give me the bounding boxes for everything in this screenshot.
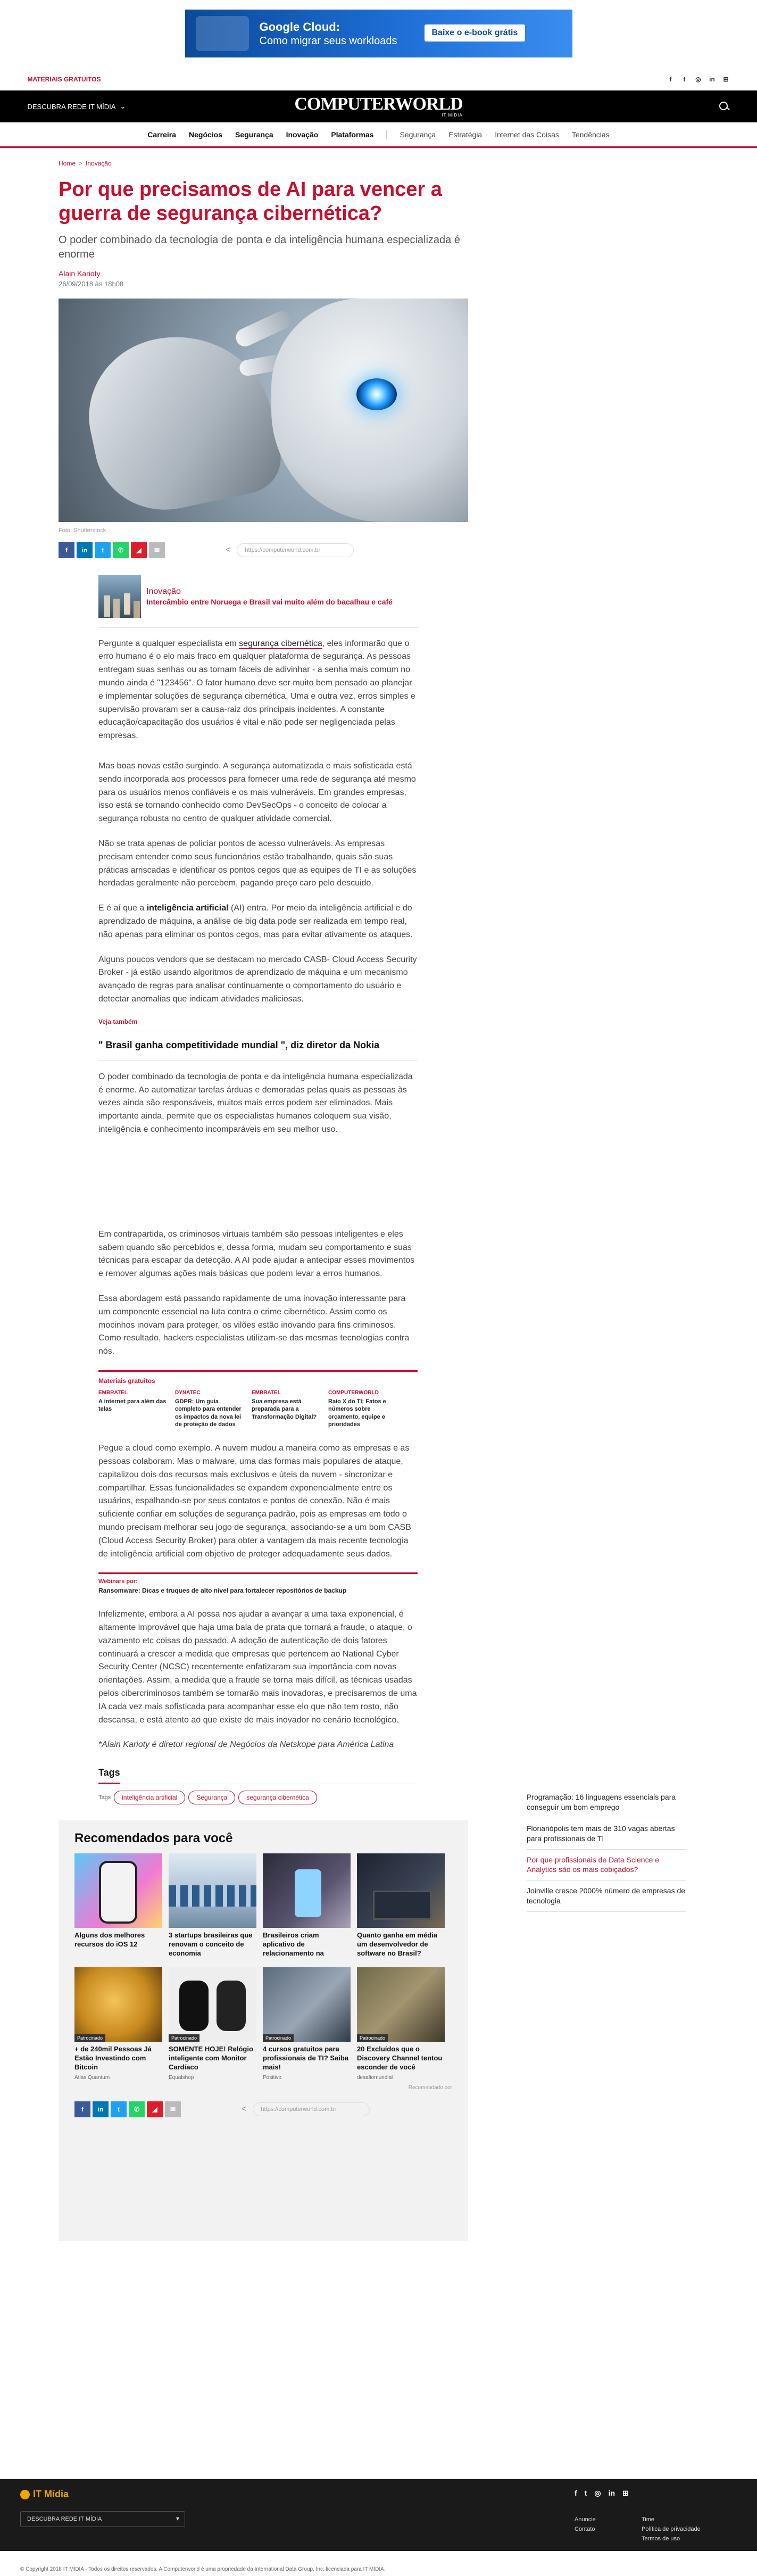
materiais-label: Materiais gratuitos [98,1377,155,1385]
share-linkedin-button[interactable]: in [93,2101,109,2117]
recommended-card[interactable] [263,1853,351,1960]
share-linkedin-button[interactable]: in [77,542,93,558]
sidebar-item[interactable]: Florianópolis tem mais de 310 vagas abertas para profissionais de TI [527,1818,686,1850]
related-thumbnail [98,575,141,618]
descubra-label: DESCUBRA REDE IT MÍDIA [27,102,116,111]
paragraph-text: E é aí que a [98,904,147,913]
sponsored-badge: Patrocinado [74,2034,105,2042]
instagram-icon[interactable]: ◎ [594,2489,601,2497]
image-caption: Foto: Shutterstock [59,527,106,534]
card-image [169,1853,256,1928]
footer-link[interactable]: Contato [575,2526,595,2532]
related-article[interactable] [98,575,418,618]
tags-label: Tags [98,1794,111,1801]
robot-hand-shape [74,319,287,522]
material-source: EMBRATEL [252,1389,281,1396]
breadcrumb-separator: > [79,160,83,167]
paragraph: Mas boas novas estão surgindo. A segurança automatizada e mais sofisticada está sendo incorporada aos processos para fornecer uma rede de segurança até mesmo para os usuários menos confiáveis e os mais vulneráveis. Em grandes empresas, isso está se tornando conhecido como DevSecOps - o conceito de colocar a segurança robusta no centro de qualquer atividade comercial. [98,761,416,824]
card-title: Brasileiros criam aplicativo de relacionamento na [263,1931,324,1958]
paragraph [98,637,418,743]
nav-item-tendencias[interactable]: Tendências [571,130,610,139]
card-title: 3 startups brasileiras que renovam o conceito de economia [169,1931,253,1958]
material-title: Raio X do TI: Fatos e números sobre orçamento, equipe e prioridades [328,1398,386,1428]
tag-chip[interactable]: inteligência artificial [114,1791,185,1804]
article-body [98,575,418,1752]
nav-item-negocios[interactable]: Negócios [189,130,223,139]
footer-social-links [575,2489,629,2498]
footer-link[interactable]: Termos de uso [642,2536,680,2542]
recommended-card[interactable] [357,1853,445,1960]
share-twitter-button[interactable]: t [111,2101,127,2117]
tag-chip[interactable]: segurança cibernética [238,1791,317,1804]
ad-slot-empty [98,1148,418,1228]
article-date: 26/09/2018 às 18h08 [59,279,124,288]
robot-face-shape [271,299,468,522]
top-strip [28,72,730,86]
material-item[interactable] [328,1390,397,1428]
phone-shape [295,1869,321,1917]
social-links-top [667,76,730,83]
ad-banner[interactable] [185,10,572,57]
footer-link[interactable]: Time [642,2516,655,2523]
card-image [263,1853,351,1928]
material-item[interactable] [175,1390,244,1428]
ad-headline: Como migrar seus workloads [259,35,397,47]
share-flipboard-button[interactable]: ◢ [131,542,147,558]
logo-text: COMPUTERWORLD [294,94,463,114]
webinar-box[interactable] [98,1572,418,1594]
twitter-icon[interactable]: t [683,76,686,83]
recommended-card[interactable] [357,1967,445,2081]
footer-logo-text: IT Mídia [33,2489,69,2499]
sidebar-item[interactable]: Joinville cresce 2000% número de empresas de tecnologia [527,1881,686,1912]
site-footer [0,2479,757,2551]
card-title: 4 cursos gratuitos para profissionais de TI? Saiba mais! [263,2045,349,2072]
card-title: + de 240mil Pessoas Já Estão Investindo com Bitcoin [74,2045,152,2072]
card-image [357,1967,445,2042]
card-title: Quanto ganha em média um desenvolvedor de software no Brasil? [357,1931,437,1958]
paragraph-text: (AI) entra. Por meio da inteligência artificial e do aprendizado de máquina, a análise de big data pode ser realizada em tempo real, não apenas para eliminar os pontos cegos, mas para evitar ativamente os ataques. [98,904,413,939]
nav-item-iot[interactable]: Internet das Coisas [495,130,559,139]
sidebar-item[interactable]: Por que profissionais de Data Science e Analytics são os mais cobiçados? [527,1850,686,1881]
main-nav [0,122,757,148]
material-item[interactable] [98,1390,168,1428]
phone-shape [101,1863,135,1921]
sidebar-item[interactable]: Programação: 16 linguagens essenciais para conseguir um bom emprego [527,1787,686,1818]
card-source: Equalshop [169,2075,194,2081]
material-source: EMBRATEL [98,1389,128,1396]
breadcrumb [59,160,757,167]
logo-sub: IT MÍDIA [442,113,463,118]
tag-chip[interactable]: Segurança [188,1791,235,1804]
linkedin-icon[interactable]: in [608,2489,615,2497]
material-item[interactable] [252,1390,321,1428]
materiais-gratuitos-box [98,1370,418,1428]
share-twitter-button[interactable]: t [95,542,111,558]
footer-link[interactable]: Anuncie [575,2516,596,2523]
nav-item-seguranca-tag[interactable]: Segurança [400,130,436,139]
card-image [74,1853,162,1928]
ad-cta-button[interactable]: Baixe o e-book grátis [425,24,526,42]
paragraph: Pegue a cloud como exemplo. A nuvem mudou a maneira como as empresas e as pessoas colaboram. Mas o malware, uma das formas mais populares de ataque, capitalizou dois dos recursos mais exclusivos e úteis da nuvem - sincronizar e compartilhar. Essas funcionalidades se expandem exponencialmente entre os usuários, espalhando-se por seus contatos e pontos de conexão. Não é mais suficiente confiar em soluções de segurança padrão, pois as empresas em todo o mundo precisam melhorar seu jogo de segurança, associando-se a um bom CASB (Cloud Access Security Broker) para obter a vantagem da mais recente tecnologia de inteligência artificial com objetivo de proteger adequadamente seus dados. [98,1444,411,1559]
recommended-by: Recomendado por [408,2085,452,2091]
sponsored-badge: Patrocinado [263,2034,294,2042]
site-logo[interactable] [294,95,462,118]
divider [98,627,418,628]
footer-links [575,2516,727,2542]
sponsored-badge: Patrocinado [357,2034,388,2042]
facebook-icon[interactable]: f [575,2489,577,2497]
recommended-card[interactable] [169,1967,256,2081]
share-bar-bottom [74,2100,394,2118]
card-image [169,1967,256,2042]
it-midia-logo[interactable] [20,2489,69,2500]
veja-tambem-link[interactable]: " Brasil ganha competitividade mundial ", diz diretor da Nokia [98,1039,380,1050]
nav-item-carreira[interactable]: Carreira [147,130,176,139]
webinar-title: Ransomware: Dicas e truques de alto nível para fortalecer repositórios de backup [98,1587,347,1595]
share-flipboard-button[interactable]: ◢ [147,2101,163,2117]
material-title: GDPR: Um guia completo para entender os impactos da nova lei de proteção de dados [175,1398,242,1428]
material-title: A internet para além das telas [98,1398,167,1413]
share-url-field[interactable]: https://computerworld.com.br [253,2102,370,2116]
card-image [74,1967,162,2042]
recommended-title: Recomendados para você [74,1831,233,1846]
robot-eye-shape [356,378,397,410]
nav-item-inovacao[interactable]: Inovação [286,130,319,139]
card-image [263,1967,351,2042]
paragraph-text: , eles informarão que o erro humano é o elo mais fraco em qualquer plataforma de segurança. As pessoas entregam suas senhas ou as tornam fáceis de adivinhar - a senha mais comum no mundo ainda é "123456". O fator humano deve ser muito bem pensado ao planejar e implementar soluções de segurança cibernética. Uma e outra vez, erros simples e supervisão provaram ser a causa-raiz dos principais incidentes. A constante educação/capacitação dos usuários é vital e não pode ser negligenciada pelas empresas. [98,639,415,741]
share-url-field[interactable]: https://computerworld.com.br [237,543,354,557]
share-email-button[interactable]: ✉ [149,542,165,558]
flipboard-icon[interactable]: ⊞ [723,76,729,83]
keyword-ia: inteligência artificial [146,904,229,913]
share-url-group [242,2102,370,2116]
twitter-icon[interactable]: t [584,2489,587,2497]
share-bar [59,541,468,559]
recommended-card[interactable] [263,1967,351,2081]
share-whatsapp-button[interactable]: ✆ [113,542,129,558]
paragraph: Essa abordagem está passando rapidamente de uma inovação interessante para um componente essencial na luta contra o crime cibernético. Assim como os mocinhos inovam para proteger, os vilões estão inovando para fins criminosos. Como resultado, hackers especialistas utilizam-se das mesmas tecnologias contra nós. [98,1294,410,1356]
watch-shape [217,1981,246,2031]
card-source: Atlas Quantum [74,2075,110,2081]
sponsored-badge: Patrocinado [169,2034,199,2042]
webinar-label: Webinars por: [98,1578,138,1585]
hero-image [59,299,468,522]
breadcrumb-section[interactable]: Inovação [86,160,112,167]
card-source: desafiomundial [357,2075,393,2081]
footer-descubra-dropdown[interactable]: DESCUBRA REDE IT MÍDIA ▾ [20,2511,185,2527]
card-source: Positivo [263,2075,282,2081]
descubra-rede-dropdown[interactable] [28,102,126,111]
related-category: Inovação [146,586,181,596]
recommended-section [59,1820,468,2241]
tags-section [98,1767,418,1804]
paragraph: Não se trata apenas de policiar pontos de acesso vulneráveis. As empresas precisam entender como seus funcionários estão trabalhando, quais são suas práticas arriscadas e identificar os pontos cegos que as equipes de TI e as soluções herdadas geralmente não percebem, pagando preço caro pelo descuido. [98,839,417,888]
facebook-icon[interactable]: f [669,76,672,83]
article-author[interactable]: Alain Karioty [59,269,101,278]
material-source: DYNATEC [175,1389,201,1396]
card-image [357,1853,445,1928]
paragraph: Alguns poucos vendors que se destacam no mercado CASB- Cloud Access Security Broker - já estão usando algoritmos de aprendizado de máquina e um mecanismo avançado de regras para analisar continuamente o comportamento do usuário e detectar anomalias que indicam atividades maliciosas. [98,955,417,1004]
share-email-button[interactable]: ✉ [165,2101,181,2117]
paragraph: O poder combinado da tecnologia de ponta e da inteligência humana especializada é enorme. Ao automatizar tarefas árduas e demoradas pelas quais as pessoas às vezes ainda são responsáveis, muitos mais erros podem ser eliminados. Mais importante ainda, permite que os especialistas humanos coloquem sua visão, inteligência e conhecimento incomparáveis em seu melhor uso. [98,1072,413,1134]
materiais-gratuitos-link[interactable]: MATERIAIS GRATUITOS [27,76,101,83]
bikes-shape [169,1885,256,1907]
seguranca-cibernetica-link[interactable]: segurança cibernética [239,639,322,648]
material-title: Sua empresa está preparada para a Transformação Digital? [252,1398,317,1420]
recommended-card[interactable] [169,1853,256,1960]
nav-divider [386,130,387,139]
author-note: *Alain Karioty é diretor regional de Negócios da Netskope para América Latina [98,1740,394,1750]
chevron-down-icon: ⌄ [120,102,126,110]
paragraph-text: Pergunte a qualquer especialista em [98,639,239,648]
main-header [0,90,757,122]
logo-dot-icon [20,2490,30,2499]
share-icon: < [226,545,231,554]
sidebar-most-read [527,1787,686,1912]
share-url-group [226,543,354,557]
nav-item-estrategia[interactable]: Estratégia [448,130,483,139]
paragraph: Em contrapartida, os criminosos virtuais também são pessoas inteligentes e eles sabem quando são percebidos e, dessa forma, mudam seu comportamento e suas técnicas para escapar da detecção. A AI pode ajudar a antecipar esses movimentos e remover algumas ações mais básicas que podem levar a erros humanos. [98,1229,415,1279]
share-whatsapp-button[interactable]: ✆ [129,2101,145,2117]
share-facebook-button[interactable]: f [74,2101,90,2117]
instagram-icon[interactable]: ◎ [695,76,701,83]
watch-shape [179,1981,209,2031]
material-source: COMPUTERWORLD [328,1389,379,1396]
linkedin-icon[interactable]: in [709,76,715,83]
share-icon: < [242,2105,247,2114]
share-facebook-button[interactable]: f [59,542,74,558]
related-title[interactable]: Intercâmbio entre Noruega e Brasil vai muito além do bacalhau e café [146,597,393,606]
article-subtitle: O poder combinado da tecnologia de ponta e da inteligência humana especializada é enorme [59,234,460,260]
nav-item-seguranca[interactable]: Segurança [235,130,273,139]
paragraph [98,902,418,941]
recommended-card[interactable] [74,1967,162,2081]
card-title: SOMENTE HOJE! Relógio inteligente com Monitor Cardíaco [169,2045,253,2072]
page-height-spacer [0,10,1,2576]
ad-brand: Google Cloud: [259,20,340,34]
ad-graphic [196,16,249,51]
breadcrumb-home[interactable]: Home [59,160,76,167]
footer-link[interactable]: Política de privacidade [642,2526,701,2532]
footer-link[interactable] [575,2536,638,2542]
card-title: Alguns dos melhores recursos do iOS 12 [74,1931,145,1949]
tags-title: Tags [98,1767,120,1784]
article-header [59,178,463,288]
card-title: 20 Excluídos que o Discovery Channel tentou esconder de você [357,2045,443,2072]
paragraph: Infelizmente, embora a AI possa nos ajudar a avançar a uma taxa exponencial, é altamente improvável que haja uma bala de prata que tornará a fraude, o ataque, o vazamento etc coisas do passado. A adoção de autenticação de dois fatores continuará a crescer a medida que empresas que pertencem ao National Cyber Security Center (NCSC) recentemente enfatizaram sua importância com novas orientações. Assim, a medida que a fraude se torna mais difícil, as técnicas usadas pelos cibercriminosos também se tornarão mais inovadoras, e precisaremos de uma IA cada vez mais sofisticada para acompanhar esse elo que não tem rosto, não descansa, e está atento ao que existe de mais inovador no cenário tecnológico. [98,1610,417,1725]
copyright-text: © Copyright 2018 IT MÍDIA - Todos os direitos reservados. A Computerworld é uma propriedade da International Data Group, Inc. licenciada para IT MÍDIA. [20,2566,386,2572]
nav-item-plataformas[interactable]: Plataformas [331,130,374,139]
recommended-card[interactable] [74,1853,162,1960]
search-icon[interactable] [718,101,730,112]
veja-tambem-label: Veja também [98,1017,138,1025]
laptop-shape [373,1891,431,1920]
flipboard-icon[interactable]: ⊞ [622,2489,629,2497]
page-title: Por que precisamos de AI para vencer a guerra de segurança cibernética? [59,178,442,225]
veja-tambem-box [98,1031,418,1051]
